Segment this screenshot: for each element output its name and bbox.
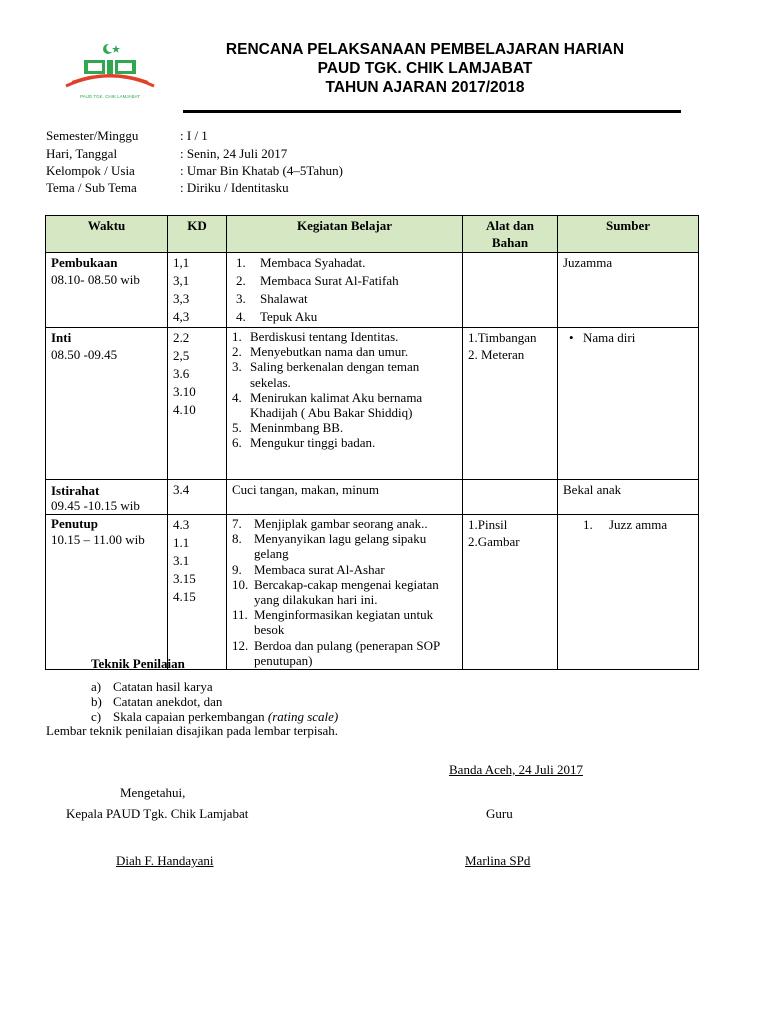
header-alat	[463, 216, 558, 253]
title-line-1: RENCANA PELAKSANAAN PEMBELAJARAN HARIAN	[225, 41, 625, 58]
header-divider	[183, 110, 681, 113]
list-item: 3. Shalawat	[236, 291, 308, 306]
activity-cell	[227, 253, 463, 328]
kd-code: 3.10	[173, 384, 196, 399]
kd-code: 3.15	[173, 571, 196, 586]
meta-label-semester: Semester/Minggu	[46, 128, 139, 143]
tools-cell	[463, 253, 558, 328]
list-item: 4. Menirukan kalimat Aku bernama Khadijah ( Abu Bakar Shiddiq)	[232, 389, 423, 421]
list-item: c) Skala capaian perkembangan (rating scale)	[91, 709, 339, 724]
meta-value-group: : Umar Bin Khatab (4–5Tahun)	[180, 163, 343, 178]
session-name: Inti	[51, 330, 72, 345]
session-time: 08.50 -09.45	[51, 347, 118, 362]
place-date: Banda Aceh, 24 Juli 2017	[449, 762, 583, 777]
list-item: 6. Mengukur tinggi badan.	[232, 435, 376, 451]
source-cell: Juzamma	[558, 253, 699, 328]
assessment-heading: Teknik Penilaian	[91, 656, 185, 671]
kd-code: 4.15	[173, 589, 196, 604]
table-row	[46, 328, 699, 480]
acknowledged-label: Mengetahui,	[120, 785, 186, 800]
header-waktu: Waktu	[46, 216, 168, 253]
header-alat-line1: Alat dan	[485, 218, 535, 233]
left-signatory-role: Kepala PAUD Tgk. Chik Lamjabat	[66, 806, 249, 821]
activity-cell: Cuci tangan, makan, minum	[227, 480, 463, 515]
meta-value-date: : Senin, 24 Juli 2017	[180, 146, 288, 161]
waktu-cell	[46, 515, 168, 670]
meta-value-theme: : Diriku / Identitasku	[180, 180, 289, 195]
lesson-plan-table	[45, 215, 699, 670]
session-name: Pembukaan	[51, 255, 118, 270]
right-signatory-role: Guru	[486, 806, 513, 821]
kd-cell	[168, 253, 227, 328]
list-item: 8. Menyanyikan lagu gelang sipaku gelang	[232, 531, 427, 562]
activity-cell	[227, 515, 463, 670]
kd-cell: 3.4	[168, 480, 227, 515]
meta-label-date: Hari, Tanggal	[46, 146, 118, 161]
waktu-cell	[46, 328, 168, 480]
kd-code: 1.1	[173, 535, 190, 550]
header-kegiatan: Kegiatan Belajar	[227, 216, 463, 253]
title-line-3: TAHUN AJARAN 2017/2018	[325, 79, 525, 96]
source-cell	[558, 328, 699, 480]
header-alat-line2: Bahan	[491, 235, 529, 250]
list-item: 1. Berdiskusi tentang Identitas.	[232, 329, 399, 344]
header-sumber: Sumber	[558, 216, 699, 253]
assessment-note: Lembar teknik penilaian disajikan pada lembar terpisah.	[46, 723, 339, 738]
list-item: • Nama diri	[569, 330, 636, 345]
list-item: 7. Menjiplak gambar seorang anak..	[232, 516, 428, 531]
source-cell: Bekal anak	[558, 480, 699, 515]
header-kd: KD	[168, 216, 227, 253]
title-line-2: PAUD TGK. CHIK LAMJABAT	[317, 60, 533, 77]
list-item: 2. Membaca Surat Al-Fatifah	[236, 273, 399, 288]
tools-cell	[463, 515, 558, 670]
tool-item: 2.Gambar	[468, 534, 520, 549]
tools-cell	[463, 328, 558, 480]
kd-code: 4,3	[173, 309, 190, 324]
tool-item: 2. Meteran	[468, 347, 525, 362]
activity-cell	[227, 328, 463, 480]
kd-code: 1,1	[173, 255, 190, 270]
list-item: 1. Juzz amma	[583, 517, 668, 532]
list-item: 2. Menyebutkan nama dan umur.	[232, 344, 409, 360]
tool-item: 1.Pinsil	[468, 517, 508, 532]
list-item: 4. Tepuk Aku	[236, 309, 318, 324]
table-row	[46, 480, 699, 515]
session-time: 08.10- 08.50 wib	[51, 272, 140, 287]
list-item: 3. Saling berkenalan dengan teman sekelas.	[232, 359, 420, 390]
session-name: Penutup	[51, 516, 98, 531]
logo-caption: PAUD TGK. CHIK LAMJABAT	[79, 94, 141, 99]
table-row	[46, 253, 699, 328]
kd-code: 4.3	[173, 517, 190, 532]
table-header-row	[46, 216, 699, 253]
session-name: Istirahat	[51, 483, 100, 498]
meta-label-group: Kelompok / Usia	[46, 163, 135, 178]
kd-code: 3.1	[173, 553, 190, 568]
kd-cell	[168, 328, 227, 480]
bullet-icon: •	[569, 330, 574, 345]
session-time: 10.15 – 11.00 wib	[51, 532, 145, 547]
meta-label-theme: Tema / Sub Tema	[46, 180, 137, 195]
tool-item: 1.Timbangan	[468, 330, 537, 345]
list-item: b) Catatan anekdot, dan	[91, 694, 223, 709]
waktu-cell	[46, 480, 168, 515]
list-item: a) Catatan hasil karya	[91, 679, 213, 694]
list-item: 5. Meninmbang BB.	[232, 420, 344, 436]
meta-value-semester: : I / 1	[180, 128, 208, 143]
kd-code: 4.10	[173, 402, 196, 417]
kd-code: 2.2	[173, 330, 190, 345]
right-signatory-name: Marlina SPd	[465, 853, 531, 868]
list-item: 10. Bercakap-cakap mengenai kegiatan yang dilakukan hari ini.	[232, 576, 439, 608]
tools-cell	[463, 480, 558, 515]
list-item: 11. Menginformasikan kegiatan untuk besok	[232, 607, 434, 638]
source-cell	[558, 515, 699, 670]
school-logo	[62, 40, 158, 104]
left-signatory-name: Diah F. Handayani	[116, 853, 214, 868]
kd-code: 3,1	[173, 273, 190, 288]
table-row	[46, 515, 699, 670]
kd-code: 2,5	[173, 348, 190, 363]
list-item: 9. Membaca surat Al-Ashar	[232, 561, 385, 577]
kd-code: 3.6	[173, 366, 190, 381]
list-item: 12. Berdoa dan pulang (penerapan SOP penutupan)	[232, 637, 440, 668]
kd-code: 3,3	[173, 291, 190, 306]
waktu-cell	[46, 253, 168, 328]
kd-cell	[168, 515, 227, 670]
list-item: 1. Membaca Syahadat.	[236, 255, 366, 270]
session-time: 09.45 -10.15 wib	[51, 498, 140, 513]
